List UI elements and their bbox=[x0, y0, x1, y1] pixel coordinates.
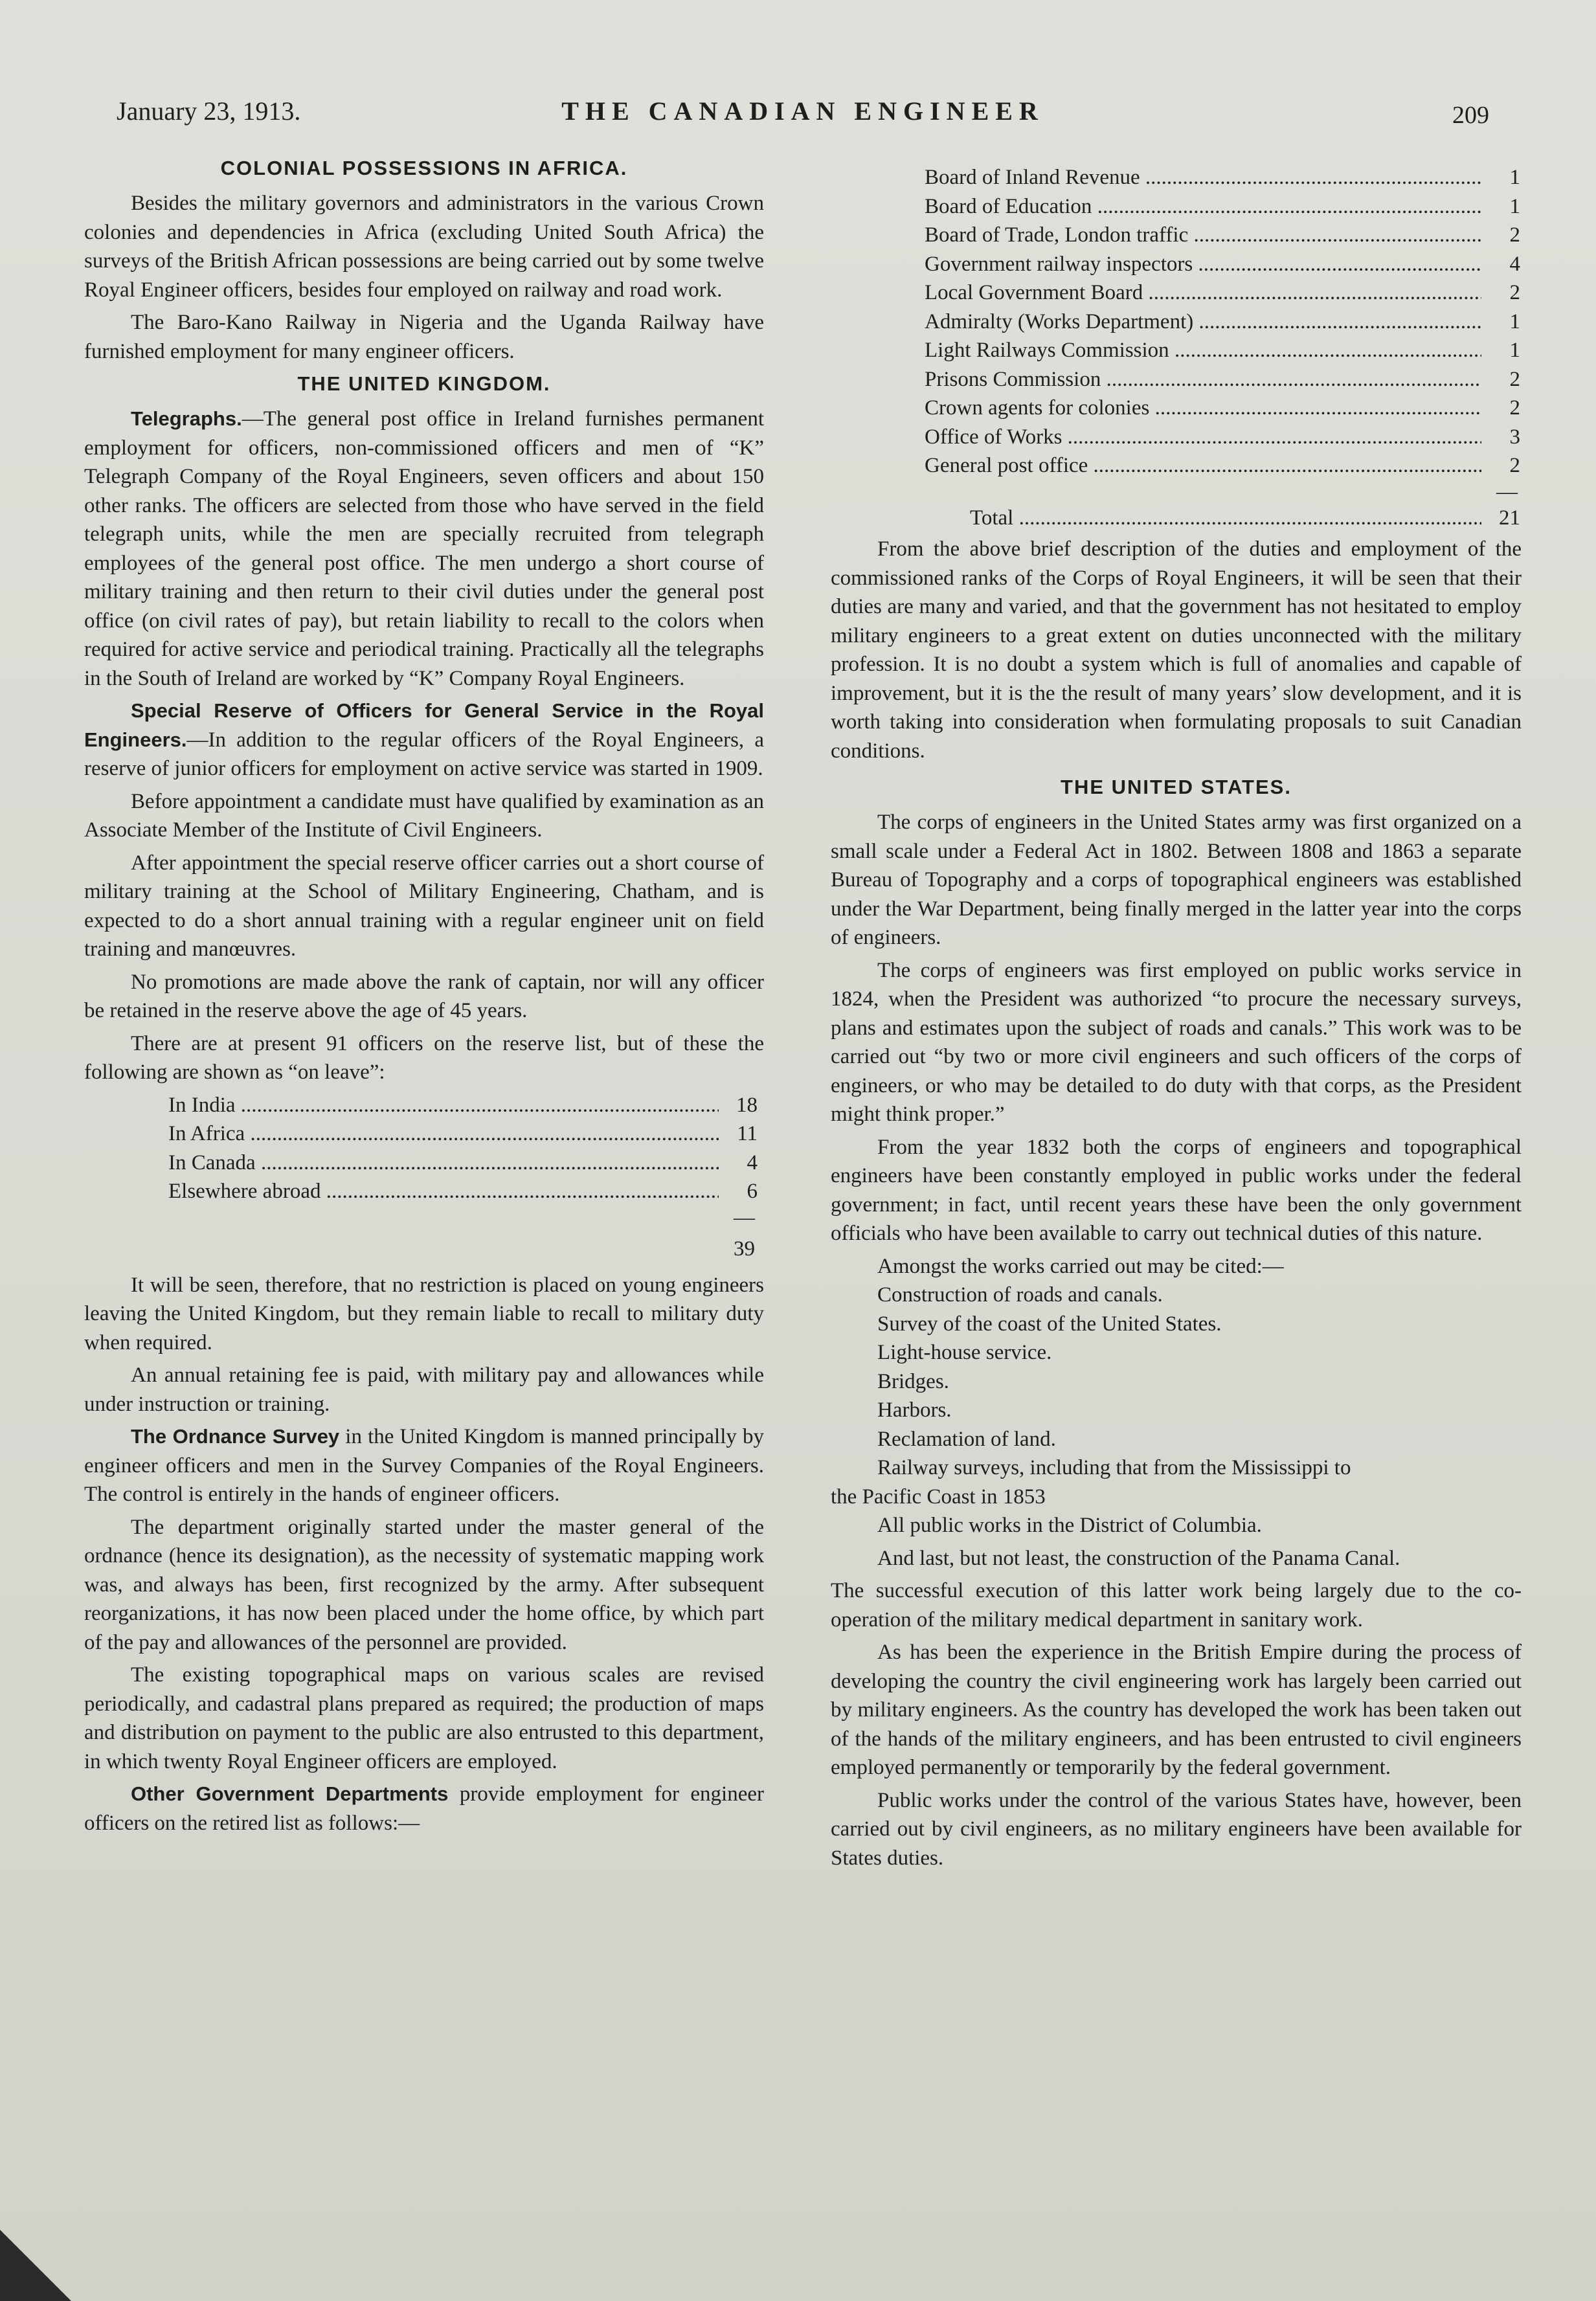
paragraph-text: provide employment for engineer officers on the retired list as follows:— bbox=[84, 1782, 764, 1835]
row-label: In India ..... bbox=[168, 1091, 719, 1120]
table-row bbox=[925, 451, 1520, 480]
run-in-heading: The Ordnance Survey bbox=[131, 1425, 340, 1448]
row-value: 2 bbox=[1509, 454, 1520, 477]
paragraph: The existing topographical maps on various scales are revised periodically, and cadastral plans prepared as required; the production of maps and distribution on payment to the public are also entrusted to this department, in which twenty Royal Engineer officers are employed. bbox=[84, 1663, 764, 1773]
row-value: 18 bbox=[736, 1093, 758, 1117]
paragraph: The corps of engineers in the United States army was first organized on a small scale under a Federal Act in 1802. Between 1808 and 1863 a separate Bureau of Topography and a corps of topographical engineers was established under the War Department, being finally merged in the latter year into the corps of engineers. bbox=[831, 811, 1522, 949]
list-item-continuation: the Pacific Coast in 1853 bbox=[831, 1485, 1046, 1509]
list-intro: Amongst the works carried out may be cited:— bbox=[877, 1254, 1284, 1278]
section-heading-united-kingdom: THE UNITED KINGDOM. bbox=[297, 372, 551, 395]
leave-table bbox=[168, 1091, 758, 1268]
row-label: Government railway inspectors ..... bbox=[925, 250, 1481, 279]
table-row bbox=[925, 423, 1520, 452]
paragraph-text: in the United Kingdom is manned principally by engineer officers and men in the Survey Companies of the Royal Engineers. The control is entirely in the hands of engineer officers. bbox=[84, 1425, 764, 1506]
paragraph: From the above brief description of the duties and employment of the commissioned ranks of the Corps of Royal Engineers, it will be seen that their duties are many and varied, and that the government has not hesitated to employ military engineers to a great extent on duties unconnected with the military profession. It is no doubt a system which is full of anomalies and capable of improvement, but it is the the result of many years’ slow development, and it is worth taking into consideration when formulating proposals to suit Canadian conditions. bbox=[831, 537, 1522, 763]
row-label: Prisons Commission ..... bbox=[925, 365, 1481, 394]
row-value: 4 bbox=[747, 1150, 758, 1174]
row-value: 3 bbox=[1509, 425, 1520, 449]
paragraph: Besides the military governors and administrators in the various Crown colonies and dependencies in Africa (excluding United South Africa) the surveys of the British African possessions are being carried out by some twelve Royal Engineer officers, besides four employed on railway and road work. bbox=[84, 192, 764, 302]
row-label: Board of Trade, London traffic ..... bbox=[925, 221, 1481, 250]
row-value: 11 bbox=[737, 1122, 758, 1145]
table-row bbox=[168, 1149, 758, 1178]
paragraph-special-reserve bbox=[84, 697, 764, 783]
list-item: Harbors. bbox=[877, 1398, 952, 1422]
row-label: General post office ..... bbox=[925, 451, 1481, 480]
list-item: All public works in the District of Columbia. bbox=[877, 1514, 1262, 1537]
run-in-heading: Telegraphs. bbox=[131, 407, 242, 430]
list-item: Survey of the coast of the United States. bbox=[877, 1312, 1222, 1336]
list-item: Bridges. bbox=[877, 1369, 949, 1393]
table-row bbox=[925, 163, 1520, 192]
run-in-heading: Special Reserve of Officers for General Service in the Royal Engineers. bbox=[84, 699, 764, 751]
paragraph: Public works under the control of the various States have, however, been carried out by civil engineers, as no military engineers have been available for States duties. bbox=[831, 1788, 1522, 1870]
list-item: Reclamation of land. bbox=[877, 1427, 1056, 1451]
total-rule: — bbox=[734, 1206, 755, 1229]
leave-total: 39 bbox=[734, 1237, 755, 1261]
total-value: 21 bbox=[1499, 506, 1520, 530]
scan-corner-shadow bbox=[0, 2230, 71, 2301]
works-list bbox=[831, 1252, 1522, 1540]
table-row bbox=[925, 394, 1520, 423]
row-label: In Canada ..... bbox=[168, 1149, 719, 1178]
row-value: 2 bbox=[1509, 223, 1520, 247]
table-row bbox=[925, 250, 1520, 279]
run-in-heading: Other Government Departments bbox=[131, 1782, 449, 1805]
row-label: Light Railways Commission ..... bbox=[925, 336, 1481, 365]
paragraph: The successful execution of this latter work being largely due to the co-operation of the military medical department in sanitary work. bbox=[831, 1579, 1522, 1632]
row-value: 1 bbox=[1509, 166, 1520, 189]
row-label: In Africa ..... bbox=[168, 1119, 719, 1149]
paragraph: As has been the experience in the British Empire during the process of developing the country the civil engineering work has largely been carried out by military engineers. As the country has developed the work has been taken out of the hands of the military engineers, and has been entrusted to civil engineers employed permanently or temporarily by the federal government. bbox=[831, 1641, 1522, 1779]
row-value: 2 bbox=[1509, 396, 1520, 420]
left-column bbox=[84, 155, 764, 1841]
paragraph: The department originally started under the master general of the ordnance (hence its designation), as the necessity of systematic mapping work was, and always has been, first recognized by the army. After subsequent reorganizations, it has now been placed under the home office, by which part of the pay and allowances of the personnel are provided. bbox=[84, 1515, 764, 1654]
list-item: Construction of roads and canals. bbox=[877, 1283, 1163, 1307]
total-row bbox=[925, 504, 1520, 533]
row-label: Admiralty (Works Department) ..... bbox=[925, 308, 1481, 337]
paragraph: The corps of engineers was first employed on public works service in 1824, when the President was authorized “to procure the necessary surveys, plans and estimates upon the subject of roads and canals.” This work was to be carried out “by two or more civil engineers and such officers of the corps of engineers, or who may be detailed to do duty with that corps, as the President might think proper.” bbox=[831, 958, 1522, 1126]
row-label: Crown agents for colonies ..... bbox=[925, 394, 1481, 423]
paragraph-ordnance-survey bbox=[84, 1422, 764, 1509]
paragraph: No promotions are made above the rank of captain, nor will any officer be retained in the reserve above the age of 45 years. bbox=[84, 970, 764, 1022]
row-value: 1 bbox=[1509, 339, 1520, 362]
paragraph: It will be seen, therefore, that no restriction is placed on young engineers leaving the United Kingdom, but they remain liable to recall to military duty when required. bbox=[84, 1273, 764, 1354]
paragraph: An annual retaining fee is paid, with military pay and allowances while under instruction or training. bbox=[84, 1364, 764, 1416]
row-value: 1 bbox=[1509, 194, 1520, 218]
list-item: Railway surveys, including that from the Mississippi to bbox=[877, 1456, 1351, 1479]
table-row bbox=[925, 192, 1520, 221]
row-label: Board of Inland Revenue ..... bbox=[925, 163, 1481, 192]
table-row bbox=[168, 1091, 758, 1120]
table-row bbox=[925, 308, 1520, 337]
departments-table bbox=[925, 163, 1520, 532]
table-row bbox=[168, 1119, 758, 1149]
row-value: 2 bbox=[1509, 281, 1520, 304]
section-heading-africa: COLONIAL POSSESSIONS IN AFRICA. bbox=[220, 157, 628, 179]
journal-title: THE CANADIAN ENGINEER bbox=[561, 96, 1044, 126]
section-heading-united-states: THE UNITED STATES. bbox=[1061, 776, 1292, 798]
total-label: Total ..... bbox=[970, 504, 1481, 533]
table-row bbox=[925, 221, 1520, 250]
row-label: Elsewhere abroad ..... bbox=[168, 1177, 719, 1206]
row-value: 2 bbox=[1509, 367, 1520, 391]
total-rule: — bbox=[1496, 480, 1518, 504]
paragraph: There are at present 91 officers on the reserve list, but of these the following are shown as “on leave”: bbox=[84, 1031, 764, 1084]
paragraph-telegraphs bbox=[84, 405, 764, 693]
table-row bbox=[925, 365, 1520, 394]
paragraph-other-departments bbox=[84, 1780, 764, 1837]
paragraph: Before appointment a candidate must have qualified by examination as an Associate Member of the Institute of Civil Engineers. bbox=[84, 789, 764, 842]
paragraph: And last, but not least, the construction of the Panama Canal. bbox=[877, 1546, 1400, 1570]
row-value: 4 bbox=[1509, 252, 1520, 276]
page-number: 209 bbox=[1452, 102, 1489, 129]
paragraph: From the year 1832 both the corps of engineers and topographical engineers have been constantly employed in public works under the federal government; in fact, until recent years these have been the only government officials who have been available to carry out technical duties of this nature. bbox=[831, 1135, 1522, 1245]
row-value: 1 bbox=[1509, 309, 1520, 333]
table-row bbox=[925, 336, 1520, 365]
issue-date: January 23, 1913. bbox=[117, 96, 301, 126]
paragraph: The Baro-Kano Railway in Nigeria and the Uganda Railway have furnished employment for many engineer officers. bbox=[84, 311, 764, 363]
row-label: Local Government Board ..... bbox=[925, 278, 1481, 308]
row-value: 6 bbox=[747, 1180, 758, 1203]
list-item: Light-house service. bbox=[877, 1341, 1052, 1364]
paragraph-text: —In addition to the regular officers of the Royal Engineers, a reserve of junior officers for employment on active service was started in 1909. bbox=[84, 728, 764, 780]
paragraph: After appointment the special reserve officer carries out a short course of military training at the School of Military Engineering, Chatham, and is expected to do a short annual training with a regular engineer unit on field training and manœuvres. bbox=[84, 851, 764, 961]
right-column bbox=[831, 163, 1522, 1876]
running-header bbox=[117, 96, 1489, 135]
table-row bbox=[168, 1177, 758, 1206]
row-label: Office of Works ..... bbox=[925, 423, 1481, 452]
paragraph-text: —The general post office in Ireland furnishes permanent employment for officers, non-commissioned officers and men of “K” Telegraph Company of the Royal Engineers, seven officers and about 150 other ranks. The officers are selected from those who have served in the field telegraph units, while the men are specially recruited from telegraph employees of the general post office. The men undergo a short course of military training and then return to their civil duties under the general post office (on civil rates of pay), but retain liability to recall to the colors when required for active service and periodical training. Practically all the telegraphs in the South of Ireland are worked by “K” Company Royal Engineers. bbox=[84, 407, 764, 690]
table-row bbox=[925, 278, 1520, 308]
row-label: Board of Education ..... bbox=[925, 192, 1481, 221]
